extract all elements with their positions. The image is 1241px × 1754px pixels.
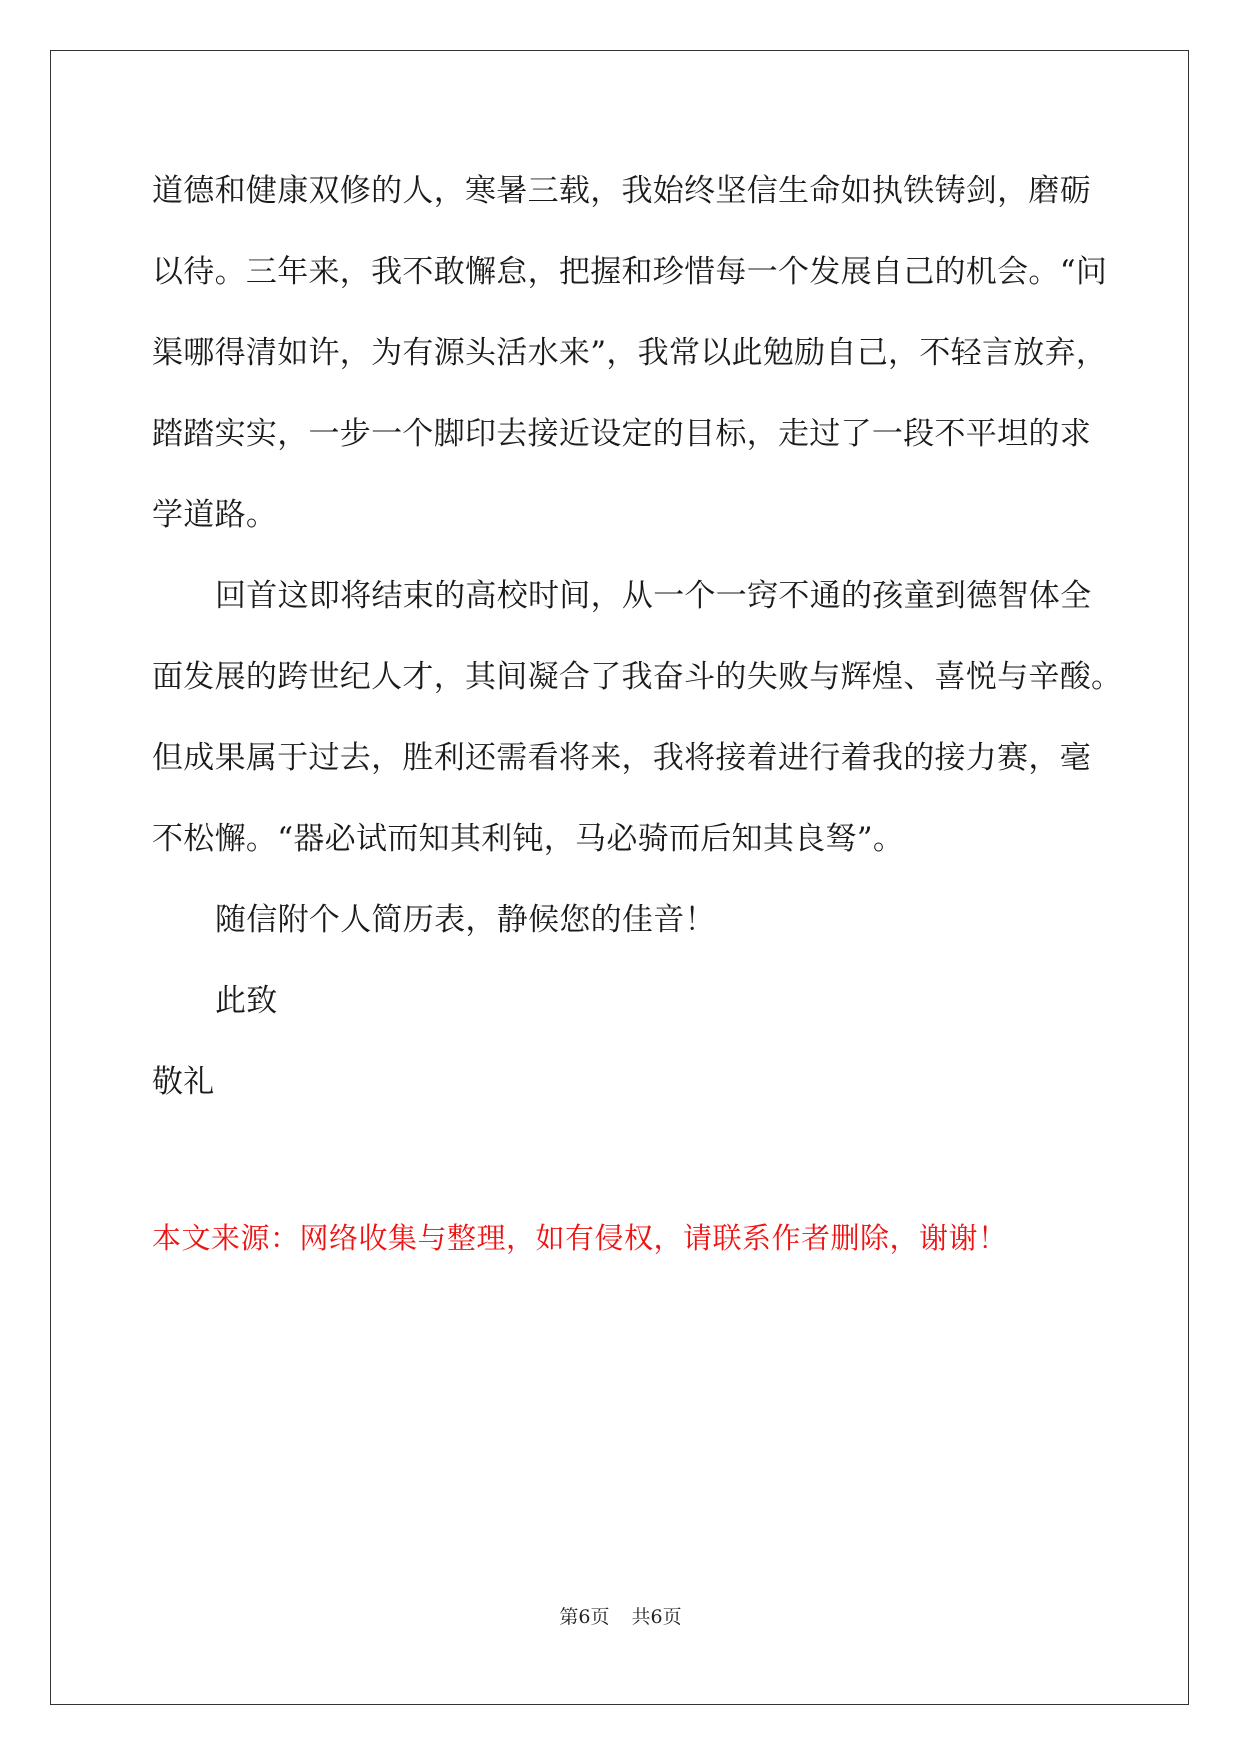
text-line: 学道路。 [152, 497, 278, 533]
closing-salutation: 此致 [215, 983, 278, 1019]
current-page-number: 第6页 [559, 1606, 610, 1628]
source-note: 本文来源：网络收集与整理，如有侵权，请联系作者删除，谢谢！ [152, 1221, 1008, 1255]
paragraph-review [152, 565, 1122, 889]
text-line: 以待。三年来，我不敢懈怠，把握和珍惜每一个发展自己的机会。“问 [152, 254, 1108, 290]
text-line: 但成果属于过去，胜利还需看将来，我将接着进行着我的接力赛，毫 [152, 740, 1091, 776]
page-footer [0, 1602, 1241, 1629]
text-line: 面发展的跨世纪人才，其间凝合了我奋斗的失败与辉煌、喜悦与辛酸。 [152, 659, 1123, 695]
letter-body [152, 160, 1122, 1132]
total-pages: 共6页 [631, 1606, 682, 1628]
closing-regards: 敬礼 [152, 1064, 215, 1100]
text-line: 踏踏实实，一步一个脚印去接近设定的目标，走过了一段不平坦的求 [152, 416, 1091, 452]
paragraph-continued [152, 160, 1122, 565]
text-line: 道德和健康双修的人，寒暑三载，我始终坚信生命如执铁铸剑，磨砺 [152, 173, 1091, 209]
text-line: 不松懈。“器必试而知其利钝，马必骑而后知其良驽”。 [152, 821, 905, 857]
text-line: 渠哪得清如许，为有源头活水来”，我常以此勉励自己，不轻言放弃， [152, 335, 1108, 371]
text-line: 回首这即将结束的高校时间，从一个一窍不通的孩童到德智体全 [215, 578, 1092, 614]
attachment-line: 随信附个人简历表，静候您的佳音！ [215, 902, 716, 938]
